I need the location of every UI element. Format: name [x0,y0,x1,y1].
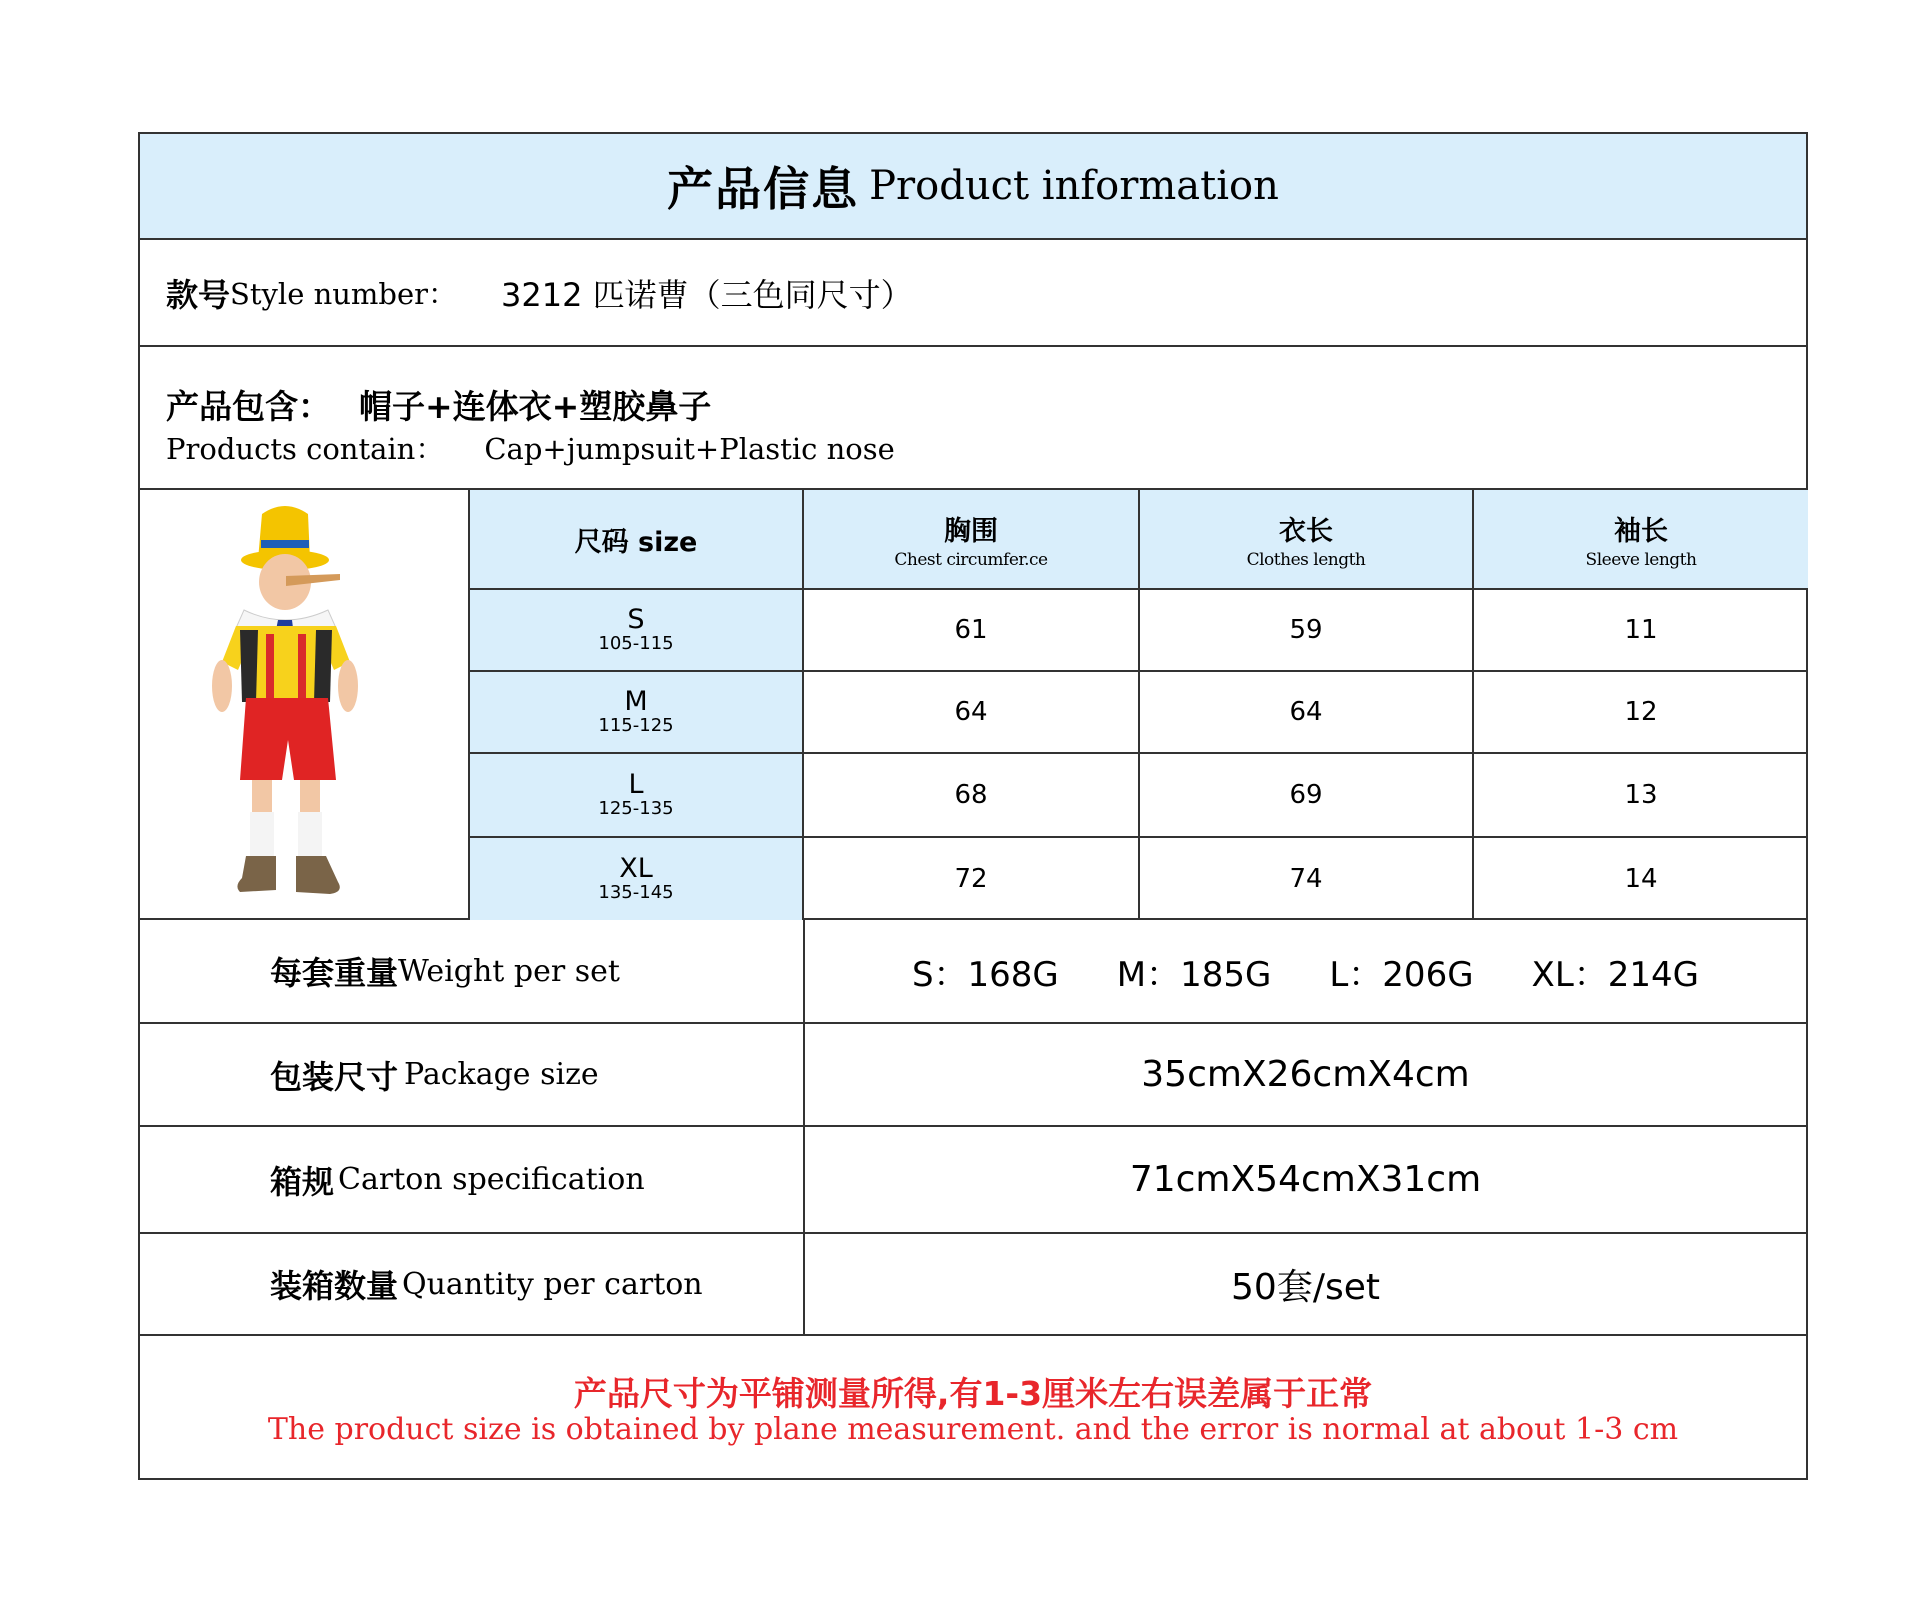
contains-label-en: Products contain： [166,432,445,466]
title-en: Product information [869,163,1279,209]
package-value: 35cmX26cmX4cm [1141,1054,1470,1095]
package-row [140,1024,1806,1127]
table-row-size: XL 135-145 [470,838,804,920]
product-photo [140,490,470,918]
carton-row [140,1127,1806,1234]
weight-s: S：168G [911,954,1059,995]
table-cell: 68 [804,754,1140,838]
weight-label-en: Weight per set [398,953,620,989]
quantity-label-en: Quantity per carton [402,1266,703,1302]
table-cell: 64 [804,672,1140,754]
quantity-value: 50套/set [1231,1266,1380,1308]
contains-label-cn: 产品包含： [166,387,331,426]
table-cell: 72 [804,838,1140,920]
package-label-en: Package size [404,1057,599,1092]
contains-value-en: Cap+jumpsuit+Plastic nose [484,432,895,466]
size-table [470,490,1806,918]
table-cell: 69 [1140,754,1474,838]
carton-label-en: Carton specification [338,1162,645,1197]
weight-label-cn: 每套重量 [270,954,399,992]
table-row-size: L 125-135 [470,754,804,838]
style-number-label-cn: 款号 [166,275,231,314]
table-cell: 74 [1140,838,1474,920]
table-cell: 64 [1140,672,1474,754]
table-row-size: S 105-115 [470,590,804,672]
table-row-size: M 115-125 [470,672,804,754]
size-section [140,490,1806,920]
weight-row [140,920,1806,1024]
weight-l: L：206G [1329,954,1474,995]
table-cell: 59 [1140,590,1474,672]
weight-m: M：185G [1116,954,1272,995]
note-en: The product size is obtained by plane measurement. and the error is normal at about 1-3 cm [267,1412,1679,1447]
header-length: 衣长 Clothes length [1140,490,1474,590]
table-cell: 61 [804,590,1140,672]
contains-row [140,347,1806,490]
table-cell: 11 [1474,590,1808,672]
note-cn: 产品尺寸为平铺测量所得,有1-3厘米左右误差属于正常 [573,1374,1373,1413]
table-cell: 12 [1474,672,1808,754]
quantity-label-cn: 装箱数量 [270,1267,399,1305]
package-label-cn: 包装尺寸 [270,1057,399,1096]
measurement-note [140,1336,1806,1480]
quantity-row [140,1234,1806,1336]
table-cell: 14 [1624,864,1658,894]
header [140,134,1806,240]
weight-xl: XL：214G [1531,954,1700,995]
header-size: 尺码 size [470,490,804,590]
product-info-sheet [138,132,1808,1480]
carton-label-cn: 箱规 [270,1162,335,1201]
title-cn: 产品信息 [667,162,860,216]
header-sleeve: 袖长 Sleeve length [1474,490,1808,590]
table-cell: 13 [1474,754,1808,838]
costume-illustration [140,490,468,920]
contains-value-cn: 帽子+连体衣+塑胶鼻子 [359,387,712,426]
style-number-value: 3212 匹诺曹（三色同尺寸） [501,275,913,314]
style-number-row [140,240,1806,347]
header-chest: 胸围 Chest circumfer.ce [804,490,1140,590]
carton-value: 71cmX54cmX31cm [1129,1159,1482,1200]
style-number-label-en: Style number： [230,277,458,311]
